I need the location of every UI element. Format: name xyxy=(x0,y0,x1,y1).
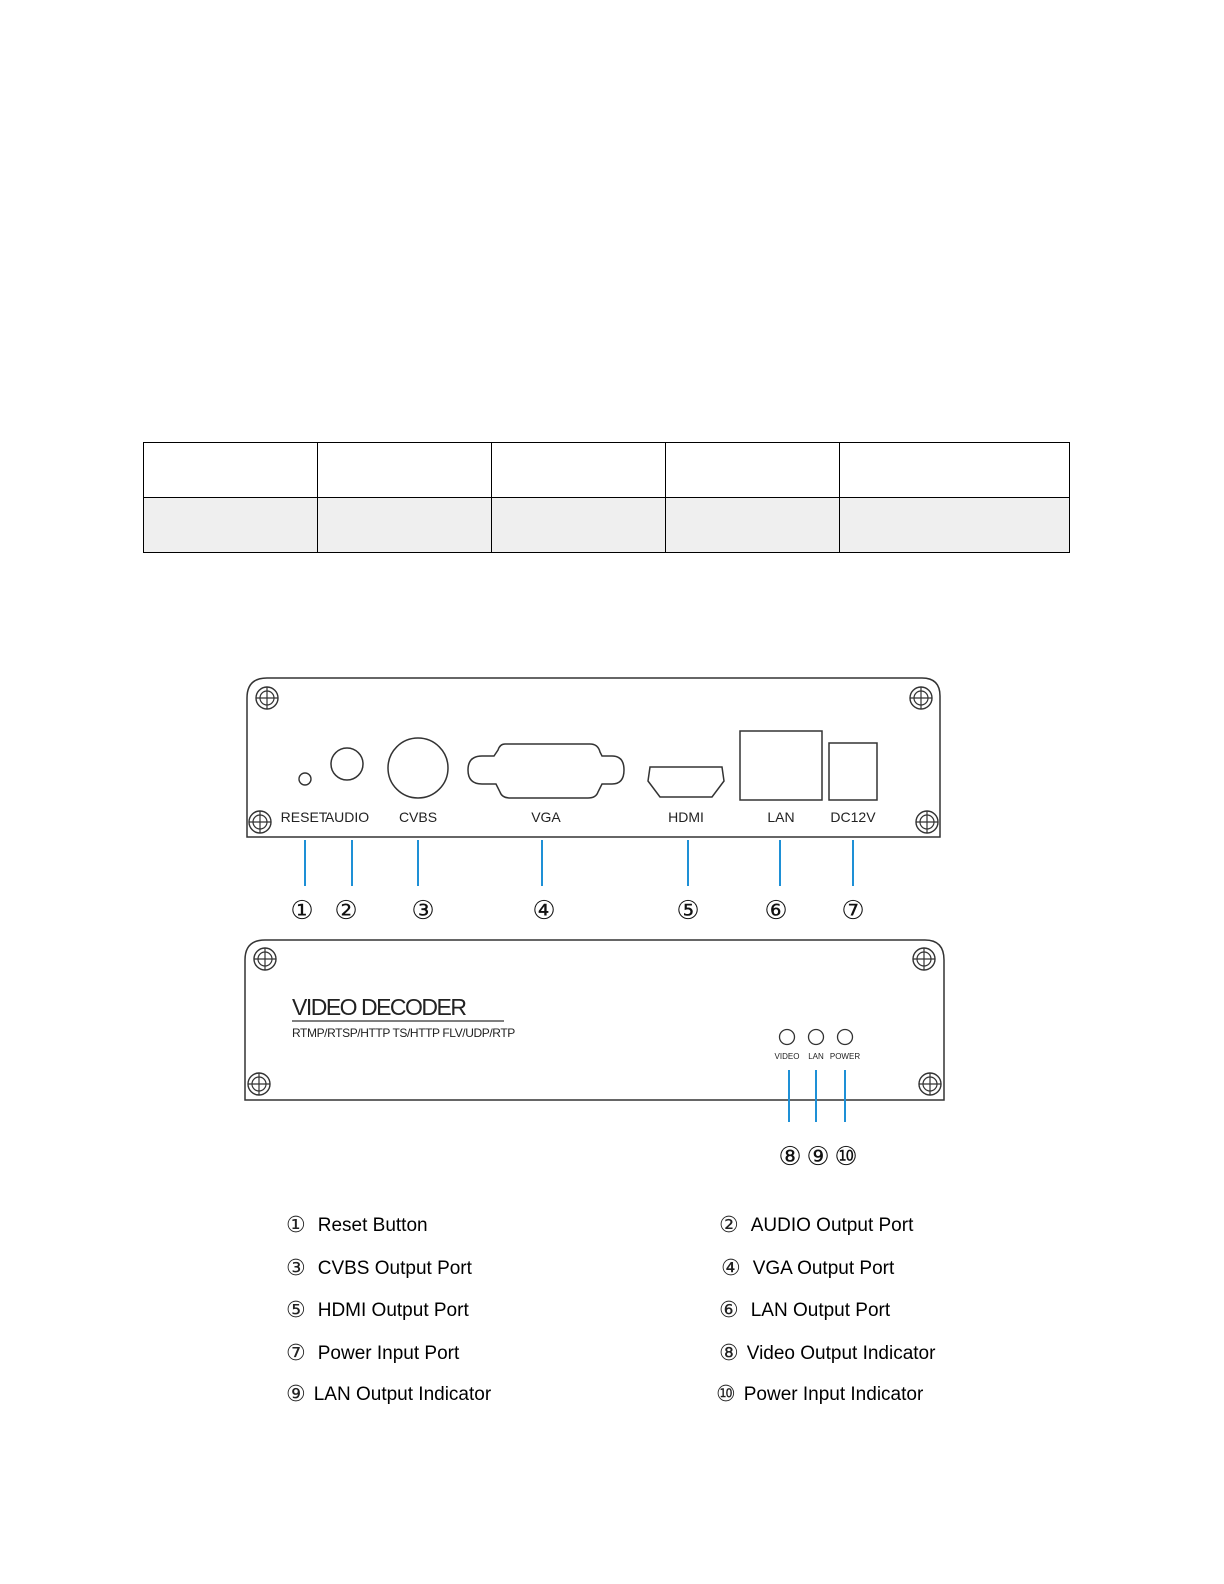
legend-item xyxy=(286,1213,428,1238)
legend-label: VGA Output Port xyxy=(752,1257,895,1279)
callout-number: ⑦ xyxy=(841,896,865,926)
legend-item xyxy=(716,1382,923,1407)
indicator-label-lan: LAN xyxy=(808,1052,824,1061)
callout-number: ⑨ xyxy=(806,1142,830,1172)
legend-item xyxy=(286,1298,469,1323)
legend-item xyxy=(721,1256,894,1281)
legend-label: AUDIO Output Port xyxy=(750,1214,914,1236)
screw-icon xyxy=(254,948,276,970)
port-label-lan: LAN xyxy=(767,809,795,825)
callout-number: ① xyxy=(290,896,314,926)
screw-icon xyxy=(910,687,932,709)
indicator-label-video: VIDEO xyxy=(774,1052,800,1061)
port-label-vga: VGA xyxy=(531,809,561,825)
screw-icon xyxy=(249,811,271,833)
callout-number: ④ xyxy=(532,896,556,926)
device-subtitle: RTMP/RTSP/HTTP TS/HTTP FLV/UDP/RTP xyxy=(292,1026,515,1040)
callout-number: ③ xyxy=(411,896,435,926)
legend-label: LAN Output Port xyxy=(750,1299,891,1321)
screw-icon xyxy=(256,687,278,709)
screw-icon xyxy=(919,1073,941,1095)
legend-label: Power Input Port xyxy=(317,1342,460,1364)
legend-number: ③ xyxy=(286,1256,306,1281)
legend-label: Power Input Indicator xyxy=(743,1383,924,1405)
callout-number: ⑥ xyxy=(764,896,788,926)
legend-label: Reset Button xyxy=(317,1214,428,1236)
legend-number: ⑩ xyxy=(716,1382,736,1407)
screw-icon xyxy=(913,948,935,970)
legend-label: LAN Output Indicator xyxy=(313,1383,492,1405)
legend-number: ⑧ xyxy=(719,1341,739,1366)
legend-label: CVBS Output Port xyxy=(317,1257,472,1279)
back-panel xyxy=(245,940,944,1100)
callout-number: ⑤ xyxy=(676,896,700,926)
callout-number: ② xyxy=(334,896,358,926)
legend-number: ⑨ xyxy=(286,1382,306,1407)
legend-item xyxy=(719,1298,890,1323)
legend-number: ④ xyxy=(721,1256,741,1281)
legend-item xyxy=(286,1256,472,1281)
front-panel xyxy=(247,678,940,837)
indicator-label-power: POWER xyxy=(829,1052,861,1061)
legend-number: ⑥ xyxy=(719,1298,739,1323)
legend-number: ② xyxy=(719,1213,739,1238)
port-label-audio: AUDIO xyxy=(324,809,370,825)
legend-label: Video Output Indicator xyxy=(746,1342,936,1364)
screw-icon xyxy=(248,1073,270,1095)
legend-item xyxy=(719,1213,913,1238)
device-title: VIDEO DECODER xyxy=(292,994,466,1020)
legend-number: ⑦ xyxy=(286,1341,306,1366)
port-label-dc12v: DC12V xyxy=(830,809,876,825)
port-label-hdmi: HDMI xyxy=(668,809,704,825)
front-callout-lines xyxy=(305,840,853,886)
callout-number: ⑩ xyxy=(834,1142,858,1172)
legend-item xyxy=(286,1341,459,1366)
legend-number: ⑤ xyxy=(286,1298,306,1323)
callout-number: ⑧ xyxy=(778,1142,802,1172)
port-label-reset: RESET xyxy=(280,809,328,825)
legend-item xyxy=(286,1382,491,1407)
legend-number: ① xyxy=(286,1213,306,1238)
legend-label: HDMI Output Port xyxy=(317,1299,469,1321)
screw-icon xyxy=(916,811,938,833)
legend-item xyxy=(719,1341,935,1366)
port-label-cvbs: CVBS xyxy=(398,809,438,825)
